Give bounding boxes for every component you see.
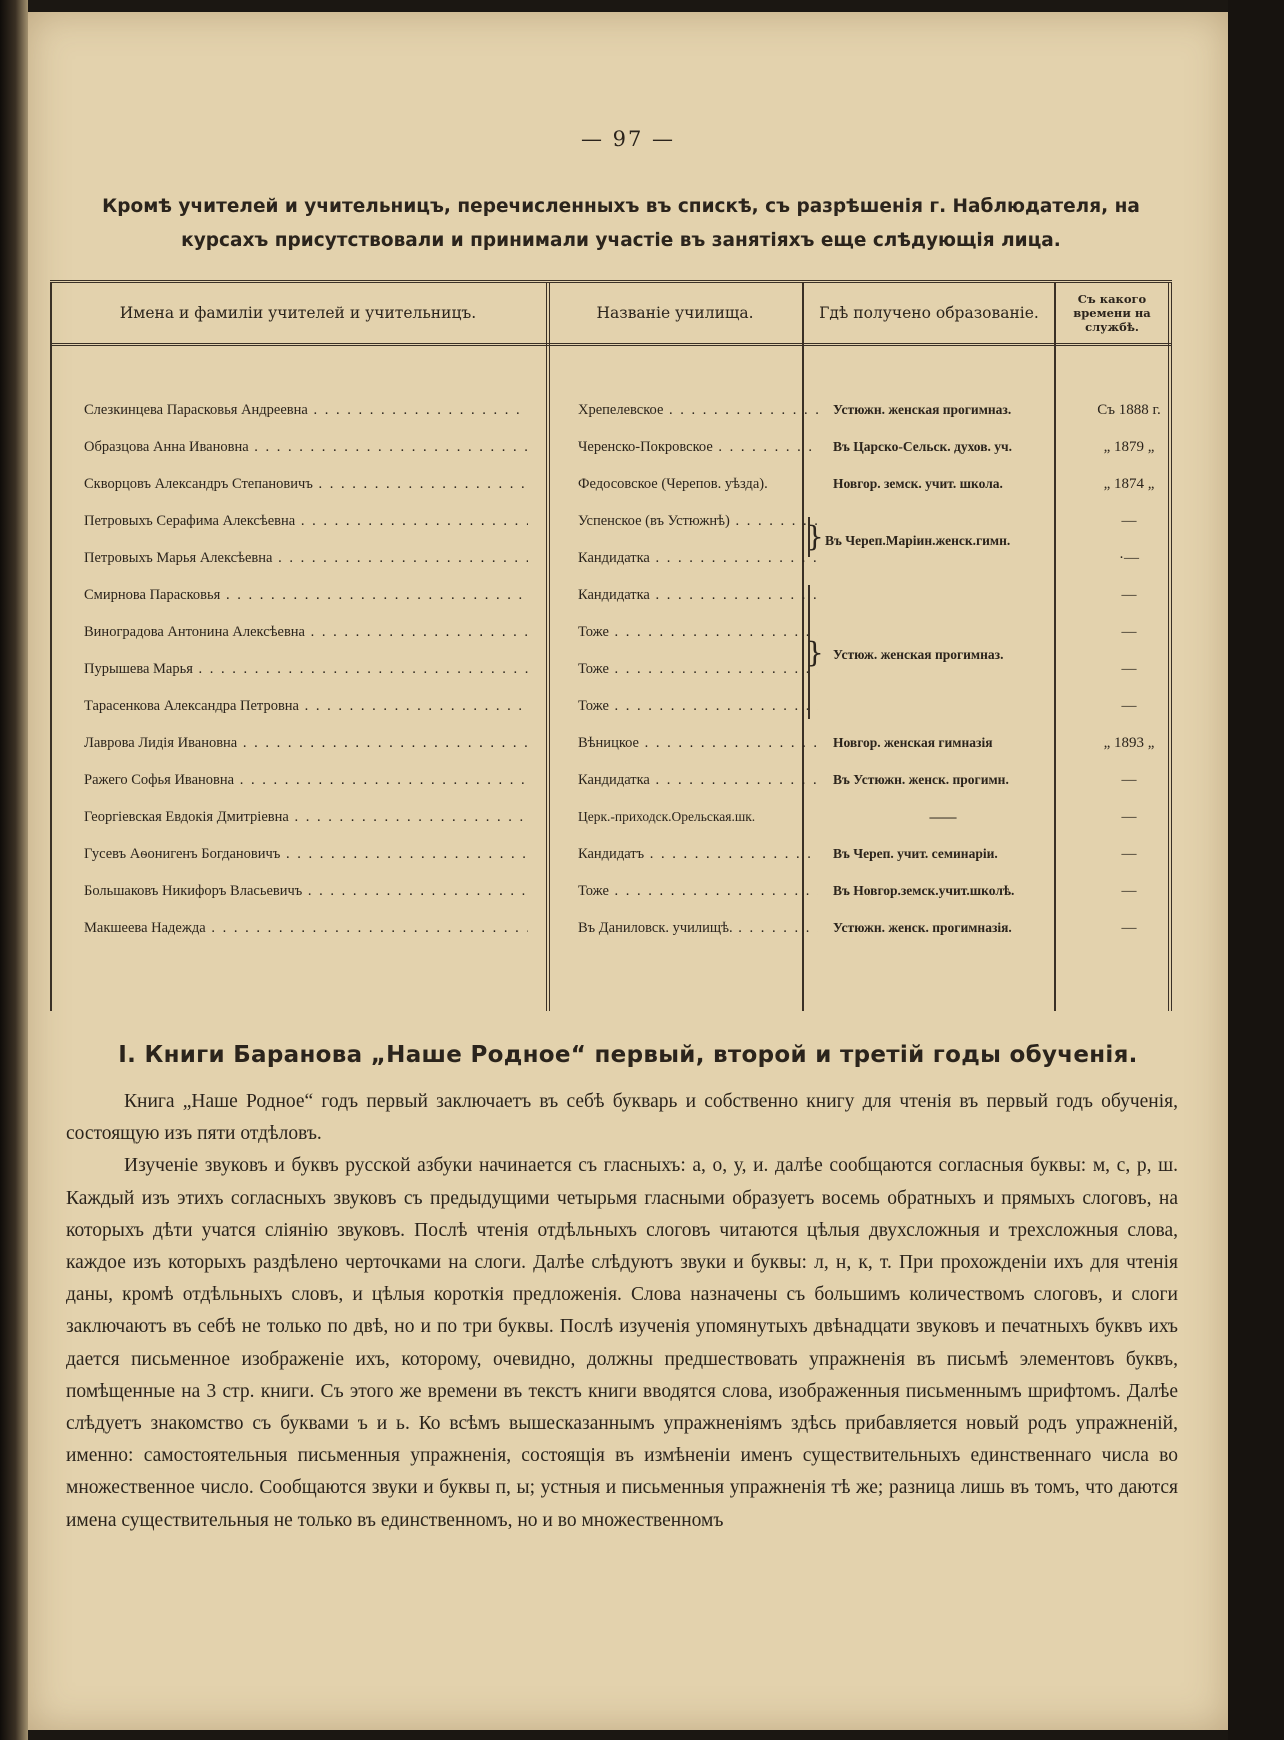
row-name: Макшеева Надежда . . .: [84, 911, 528, 945]
row-since: —: [1121, 846, 1137, 862]
table-row: [50, 689, 1172, 723]
row-since: —: [1121, 587, 1137, 603]
book-binding: [0, 0, 28, 1740]
row-school: Кандидатъ . . .: [578, 837, 818, 871]
row-education: Въ Царско-Сельск. духов. уч.: [833, 439, 1012, 454]
table-row: [50, 800, 1172, 834]
row-education: Устюжн. женск. прогимназія.: [833, 920, 1012, 935]
row-education: Въ Устюжн. женск. прогимн.: [833, 772, 1009, 787]
table-row: [50, 467, 1172, 501]
row-name: Пурышева Марья . . .: [84, 652, 528, 686]
row-since: —: [1121, 920, 1137, 936]
row-since: —: [1121, 883, 1137, 899]
row-since: „ 1874 „: [1103, 476, 1155, 492]
body-text: [66, 1086, 1178, 1537]
table-row: [50, 393, 1172, 427]
row-name: Слезкинцева Парасковья Андреевна . . .: [84, 393, 528, 427]
table-row: [50, 652, 1172, 686]
paragraph: Книга „Наше Родное“ годъ первый заключаетъ въ себѣ букварь и собственно книгу для чтенія въ первый годъ обученія, состоящую изъ пяти отдѣловъ.: [66, 1091, 1178, 1145]
table-row: [50, 615, 1172, 649]
row-school: Черенско-Покровское . . .: [578, 430, 818, 464]
group-education-2: Устюж. женская прогимназ.: [833, 647, 1004, 662]
row-school: Тоже . . .: [578, 874, 818, 908]
row-name: Петровыхъ Марья Алексѣевна . . .: [84, 541, 528, 575]
row-school: Успенское (въ Устюжнѣ) . . .: [578, 504, 818, 538]
row-name: Образцова Анна Ивановна . . .: [84, 430, 528, 464]
row-education: Новгор. женская гимназія: [833, 735, 993, 750]
row-education: Въ Новгор.земск.учит.школѣ.: [833, 883, 1015, 898]
table-row: [50, 763, 1172, 797]
row-name: Тарасенкова Александра Петровна . . .: [84, 689, 528, 723]
row-education: Въ Череп. учит. семинаріи.: [833, 846, 998, 861]
table-row: [50, 837, 1172, 871]
row-name: Гусевъ Аѳонигенъ Богдановичъ . . .: [84, 837, 528, 871]
section-heading: I. Книги Баранова „Наше Родное“ первый, второй и третій годы обученія.: [118, 1042, 1138, 1068]
table-row: [50, 430, 1172, 464]
table-row: [50, 578, 1172, 612]
group-education-1: Въ Череп.Маріин.женск.гимн.: [825, 533, 1011, 548]
row-education: ——: [929, 809, 957, 824]
row-school: Кандидатка . . .: [578, 763, 818, 797]
header-name: Имена и фамиліи учителей и учительницъ.: [119, 303, 477, 322]
row-since: —: [1121, 661, 1137, 677]
group-brace: }: [806, 520, 824, 553]
row-school: Кандидатка . . .: [578, 578, 818, 612]
row-since: —: [1121, 698, 1137, 714]
row-name: Петровыхъ Серафима Алексѣевна . . .: [84, 504, 528, 538]
row-since: Съ 1888 г.: [1097, 402, 1161, 418]
row-school: Тоже . . .: [578, 652, 818, 686]
row-name: Ражего Софья Ивановна . . .: [84, 763, 528, 797]
row-since: ·—: [1119, 550, 1139, 566]
row-name: Виноградова Антонина Алексѣевна . . .: [84, 615, 528, 649]
row-name: Скворцовъ Александръ Степановичъ . . .: [84, 467, 528, 501]
header-education: Гдѣ получено образованіе.: [819, 303, 1039, 322]
row-since: —: [1121, 513, 1137, 529]
row-since: „ 1879 „: [1103, 439, 1155, 455]
row-since: —: [1121, 809, 1137, 825]
row-education: Новгор. земск. учит. школа.: [833, 476, 1003, 491]
row-school: Церк.-приходск.Орельская.шк.: [578, 809, 756, 824]
row-school: Хрепелевское . . .: [578, 393, 818, 427]
row-since: —: [1121, 624, 1137, 640]
teachers-table: [50, 280, 1172, 1011]
table-row: [50, 874, 1172, 908]
header-since: Съ какого времени на службѣ.: [1073, 292, 1151, 334]
page-number: — 97 —: [580, 127, 676, 151]
row-name: Смирнова Парасковья . . .: [84, 578, 528, 612]
intro-paragraph: Кромѣ учителей и учительницъ, перечисленныхъ въ спискѣ, съ разрѣшенія г. Наблюдателя, на курсахъ присутствовали и принимали участіе въ занятіяхъ еще слѣдующія лица.: [102, 196, 1140, 251]
header-school: Названіе училища.: [596, 303, 754, 322]
paragraph: Изученіе звуковъ и буквъ русской азбуки начинается съ гласныхъ: а, о, у, и. далѣе сообщаются согласныя буквы: м, с, р, ш. Каждый изъ этихъ согласныхъ звуковъ съ предыдущими четырьмя гласными образуетъ восемь обратныхъ и прямыхъ слоговъ, на которыхъ дѣти учатся сліянію звуковъ. Послѣ чтенія отдѣльныхъ слоговъ читаются цѣлыя двухсложныя и трехсложныя слова, каждое изъ которыхъ раздѣлено черточками на слоги. Далѣе слѣдуютъ звуки и буквы: л, н, к, т. При прохожденіи ихъ для чтенія даны, кромѣ отдѣльныхъ словъ, и цѣлыя короткія предложенія. Слова назначены съ большимъ количествомъ слоговъ, и слоги заключаютъ въ себѣ не только по двѣ, но и по три буквы. Послѣ изученія упомянутыхъ двѣнадцати звуковъ и печатныхъ буквъ ихъ дается письменное изображеніе ихъ, которому, очевидно, должны предшествовать упражненія въ письмѣ элементовъ буквъ, помѣщенные на 3 стр. книги. Съ этого же времени въ текстъ книги вводятся слова, изображенныя письменнымъ шрифтомъ. Далѣе слѣдуетъ знакомство съ буквами ъ и ь. Ко всѣмъ вышесказаннымъ упражненіямъ здѣсь прибавляется новый родъ упражненій, именно: самостоятельныя письменныя упражненія, состоящія въ измѣненіи именъ существительныхъ единственнаго числа во множественное число. Сообщаются звуки и буквы п, ы; устныя и письменныя упражненія тѣ же; разница лишь въ томъ, что даются имена существительныя не только въ единственномъ, но и во множественномъ: [66, 1155, 1178, 1531]
dark-background-edge: [1228, 0, 1284, 1740]
row-name: Георгіевская Евдокія Дмитріевна . . .: [84, 800, 528, 834]
row-school: Въ Даниловск. училищѣ. . . .: [578, 911, 818, 945]
table-row: [50, 726, 1172, 760]
group-brace-line: [808, 517, 810, 557]
table-header-rule: [50, 343, 1172, 346]
group-brace: }: [806, 636, 824, 669]
row-name: Лаврова Лидія Ивановна . . .: [84, 726, 528, 760]
document-page: [28, 12, 1228, 1730]
row-since: —: [1121, 772, 1137, 788]
row-education: Устюжн. женская прогимназ.: [833, 402, 1012, 417]
row-school: Федосовское (Черепов. уѣзда).: [578, 476, 768, 492]
row-school: Тоже . . .: [578, 615, 818, 649]
row-school: Вѣницкое . . .: [578, 726, 818, 760]
row-name: Большаковъ Никифоръ Власьевичъ . . .: [84, 874, 528, 908]
row-school: Кандидатка . . .: [578, 541, 818, 575]
table-row: [50, 911, 1172, 945]
row-school: Тоже . . .: [578, 689, 818, 723]
row-since: „ 1893 „: [1103, 735, 1155, 751]
